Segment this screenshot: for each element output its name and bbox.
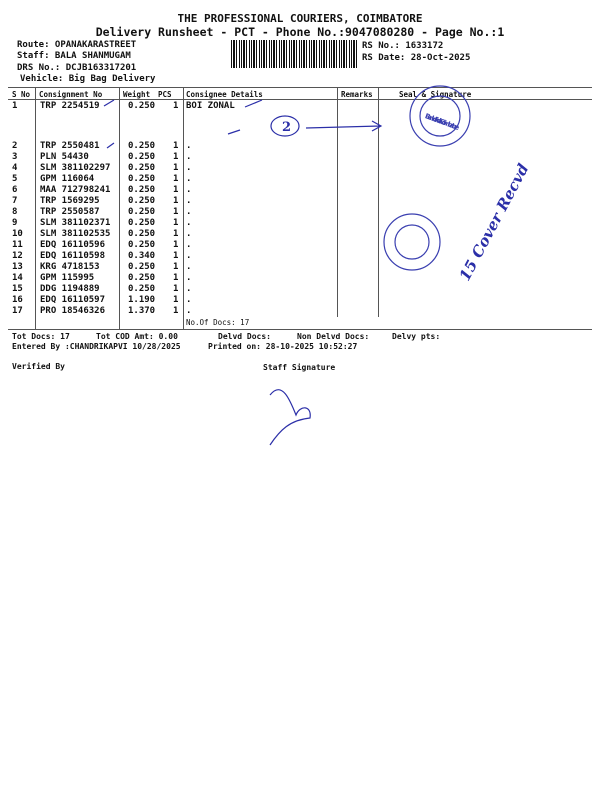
consignee-details: .	[186, 295, 192, 305]
round-stamp	[384, 214, 440, 270]
vehicle: Vehicle: Big Bag Delivery	[20, 74, 156, 84]
sno: 2	[12, 141, 18, 151]
consignment-no: TRP 2254519	[40, 101, 100, 111]
pcs: 1	[173, 163, 179, 173]
consignee-details: .	[186, 207, 192, 217]
sno: 1	[12, 101, 18, 111]
consignment-no: EDQ 16110598	[40, 251, 106, 261]
consignment-no: SLM 381102371	[40, 218, 111, 228]
consignee-details: .	[186, 152, 192, 162]
consignment-no: SLM 381102297	[40, 163, 111, 173]
weight: 0.250	[128, 262, 156, 272]
consignee-details: .	[186, 163, 192, 173]
consignment-no: GPM 115995	[40, 273, 95, 283]
consignment-no: MAA 712798241	[40, 185, 111, 195]
pcs: 1	[173, 141, 179, 151]
rs-no: RS No.: 1633172	[362, 41, 444, 51]
weight: 0.340	[128, 251, 156, 261]
consignee-details: .	[186, 229, 192, 239]
rs-date: RS Date: 28-Oct-2025	[362, 53, 471, 63]
handwritten-number: 2	[282, 120, 292, 135]
sno: 13	[12, 262, 23, 272]
consignment-no: KRG 4718153	[40, 262, 100, 272]
no-of-docs: No.Of Docs: 17	[186, 318, 250, 327]
sno: 11	[12, 240, 23, 250]
consignee-details: .	[186, 251, 192, 261]
consignee-details: .	[186, 196, 192, 206]
col-consignment: Consignment No	[39, 90, 103, 99]
consignee-details: .	[186, 306, 192, 316]
weight: 0.250	[128, 196, 156, 206]
weight: 0.250	[128, 240, 156, 250]
pcs: 1	[173, 273, 179, 283]
non-delvd-docs: Non Delvd Docs:	[297, 332, 370, 341]
consignment-no: PLN 54430	[40, 152, 89, 162]
verified-by: Verified By	[12, 362, 65, 371]
pcs: 1	[173, 207, 179, 217]
pcs: 1	[173, 218, 179, 228]
pcs: 1	[173, 185, 179, 195]
consignment-no: TRP 2550587	[40, 207, 100, 217]
weight: 0.250	[128, 273, 156, 283]
drs-no: DRS No.: DCJB163317201	[17, 63, 137, 73]
staff: Staff: BALA SHANMUGAM	[17, 51, 131, 61]
delvy-pts: Delvy pts:	[392, 332, 441, 341]
pcs: 1	[173, 152, 179, 162]
pcs: 1	[173, 174, 179, 184]
consignment-no: EDQ 16110596	[40, 240, 106, 250]
sno: 14	[12, 273, 23, 283]
col-consignee: Consignee Details	[186, 90, 263, 99]
tick-mark	[107, 143, 114, 148]
handwritten-note: 15 Cover Recvd	[455, 160, 533, 284]
weight: 0.250	[128, 218, 156, 228]
weight: 0.250	[128, 101, 156, 111]
company-name: THE PROFESSIONAL COURIERS, COIMBATORE	[177, 12, 423, 25]
staff-signature-label: Staff Signature	[263, 363, 336, 372]
weight: 0.250	[128, 284, 156, 294]
tick-mark	[228, 130, 240, 134]
weight: 0.250	[128, 174, 156, 184]
sno: 12	[12, 251, 23, 261]
tot-docs: Tot Docs: 17	[12, 332, 70, 341]
arrow-icon	[306, 121, 381, 131]
pcs: 1	[173, 262, 179, 272]
consignee-details: .	[186, 141, 192, 151]
consignee-details: .	[186, 273, 192, 283]
pcs: 1	[173, 240, 179, 250]
consignee-details: .	[186, 284, 192, 294]
consignee-details: .	[186, 262, 192, 272]
consignee-details: .	[186, 218, 192, 228]
consignment-no: PRO 18546326	[40, 306, 106, 316]
col-pcs: PCS	[158, 90, 172, 99]
col-seal: Seal & Signature	[399, 90, 472, 99]
consignment-no: EDQ 16110597	[40, 295, 106, 305]
bank-stamp	[410, 86, 470, 146]
delvd-docs: Delvd Docs:	[218, 332, 271, 341]
sno: 8	[12, 207, 18, 217]
signature-scribble	[270, 390, 310, 445]
col-remarks: Remarks	[341, 90, 373, 99]
sno: 17	[12, 306, 23, 316]
consignment-no: TRP 2550481	[40, 141, 100, 151]
consignee-details: .	[186, 174, 192, 184]
weight: 0.250	[128, 229, 156, 239]
tick-mark	[104, 100, 114, 106]
weight: 1.190	[128, 295, 156, 305]
consignee-details: .	[186, 240, 192, 250]
weight: 0.250	[128, 152, 156, 162]
weight: 0.250	[128, 207, 156, 217]
pcs: 1	[173, 284, 179, 294]
printed-on: Printed on: 28-10-2025 10:52:27	[208, 342, 358, 351]
entered-by: Entered By :CHANDRIKAPVI 10/28/2025	[12, 342, 181, 351]
col-sno: S No	[12, 90, 31, 99]
sno: 5	[12, 174, 18, 184]
tot-cod: Tot COD Amt: 0.00	[96, 332, 178, 341]
tick-mark	[245, 100, 262, 107]
weight: 1.370	[128, 306, 156, 316]
route: Route: OPANAKARASTREET	[17, 40, 137, 50]
consignment-no: GPM 116064	[40, 174, 95, 184]
stamp-text: Bank of India Coimbatore	[423, 112, 461, 132]
weight: 0.250	[128, 163, 156, 173]
weight: 0.250	[128, 141, 156, 151]
sno: 6	[12, 185, 18, 195]
sno: 15	[12, 284, 23, 294]
runsheet-title: Delivery Runsheet - PCT - Phone No.:9047080280 - Page No.:1	[95, 25, 505, 39]
pcs: 1	[173, 306, 179, 316]
consignment-no: DDG 1194889	[40, 284, 100, 294]
consignee-details: .	[186, 185, 192, 195]
sno: 3	[12, 152, 18, 162]
consignee-details: BOI ZONAL	[186, 101, 235, 111]
weight: 0.250	[128, 185, 156, 195]
sno: 4	[12, 163, 18, 173]
consignment-no: SLM 381102535	[40, 229, 111, 239]
pcs: 1	[173, 251, 179, 261]
sno: 10	[12, 229, 23, 239]
consignment-no: TRP 1569295	[40, 196, 100, 206]
sno: 9	[12, 218, 18, 228]
sno: 7	[12, 196, 18, 206]
pcs: 1	[173, 196, 179, 206]
pcs: 1	[173, 229, 179, 239]
col-weight: Weight	[123, 90, 151, 99]
pcs: 1	[173, 295, 179, 305]
pcs: 1	[173, 101, 179, 111]
sno: 16	[12, 295, 23, 305]
